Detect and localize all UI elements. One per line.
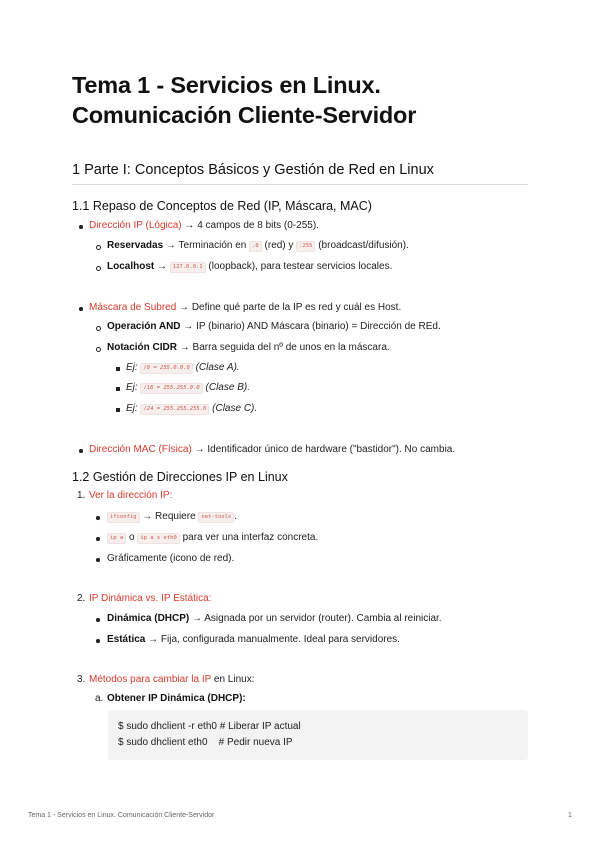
bullet-dot bbox=[79, 307, 83, 311]
and-term: Operación AND bbox=[107, 321, 181, 332]
list-item-methods bbox=[89, 673, 254, 687]
section-heading: 1 Parte I: Conceptos Básicos y Gestión de Red en Linux bbox=[72, 162, 434, 178]
graphic-text: Gráficamente (icono de red). bbox=[107, 553, 235, 564]
bullet-square bbox=[116, 367, 120, 371]
list-item-cidr bbox=[107, 341, 390, 355]
list-item-example-a bbox=[126, 361, 240, 375]
code-line-2: $ sudo dhclient eth0 # Pedir nueva IP bbox=[118, 737, 293, 748]
page-content bbox=[72, 70, 528, 748]
example-class-b: (Clase B). bbox=[202, 382, 250, 393]
dynamic-desc: → Asignada por un servidor (router). Cambia al reiniciar. bbox=[189, 613, 442, 624]
ip-term: Dirección IP (Lógica) bbox=[89, 220, 182, 231]
dyn-static-title: IP Dinámica vs. IP Estática: bbox=[89, 593, 212, 604]
code-nettools: net-tools bbox=[198, 512, 234, 523]
list-item-graphic bbox=[107, 552, 234, 566]
list-item-dynamic bbox=[107, 612, 442, 626]
dynamic-term: Dinámica (DHCP) bbox=[107, 613, 190, 624]
localhost-desc: (loopback), para testear servicios locales. bbox=[205, 261, 393, 272]
reserved-text-c: (broadcast/difusión). bbox=[315, 240, 409, 251]
page-number: 1 bbox=[568, 812, 572, 819]
list-item-static bbox=[107, 633, 400, 647]
bullet-dot bbox=[79, 449, 83, 453]
list-item-localhost bbox=[107, 260, 392, 274]
example-class-a: (Clase A). bbox=[192, 362, 240, 373]
code-slash16: /16 = 255.255.0.0 bbox=[140, 383, 202, 394]
localhost-term: Localhost bbox=[107, 261, 155, 272]
methods-title: Métodos para cambiar la IP bbox=[89, 674, 212, 685]
list-item-ifconfig bbox=[107, 510, 237, 524]
static-term: Estática bbox=[107, 634, 146, 645]
bullet-dot bbox=[96, 558, 100, 562]
code-dot0: .0 bbox=[249, 241, 262, 252]
code-loopback: 127.0.0.1 bbox=[170, 262, 206, 273]
mac-desc: → Identificador único de hardware ("bastidor"). No cambia. bbox=[191, 444, 456, 455]
cidr-term: Notación CIDR bbox=[107, 342, 177, 353]
reserved-text-a: → Terminación en bbox=[163, 240, 250, 251]
ip-desc: → 4 campos de 8 bits (0-255). bbox=[181, 220, 319, 231]
code-dot255: .255 bbox=[296, 241, 315, 252]
code-slash8: /8 = 255.0.0.0 bbox=[140, 363, 192, 374]
subsection-heading-1: 1.1 Repaso de Conceptos de Red (IP, Máscara, MAC) bbox=[72, 199, 372, 213]
list-item-dyn-vs-static bbox=[89, 592, 211, 606]
bullet-dot bbox=[96, 537, 100, 541]
section-heading-wrapper bbox=[72, 162, 528, 185]
bullet-dot bbox=[79, 225, 83, 229]
list-item-reserved bbox=[107, 239, 409, 253]
list-number: 3. bbox=[77, 674, 86, 685]
requires-text: → Requiere bbox=[139, 511, 199, 522]
title-line-1: Tema 1 - Servicios en Linux. bbox=[72, 72, 381, 98]
page-title bbox=[72, 70, 528, 130]
list-letter: a. bbox=[95, 693, 104, 704]
example-label: Ej: bbox=[126, 403, 141, 414]
list-item-mask bbox=[89, 301, 401, 315]
code-ifconfig: ifconfig bbox=[107, 512, 140, 523]
see-ip-title: Ver la dirección IP: bbox=[89, 490, 173, 501]
mask-term: Máscara de Subred bbox=[89, 302, 177, 313]
list-item-dhcp bbox=[107, 692, 246, 706]
list-number: 2. bbox=[77, 593, 86, 604]
list-item-see-ip bbox=[89, 489, 172, 503]
bullet-dot bbox=[96, 516, 100, 520]
bullet-circle bbox=[96, 245, 101, 250]
reserved-text-b: (red) y bbox=[261, 240, 297, 251]
list-item-and bbox=[107, 320, 441, 334]
static-desc: → Fija, configurada manualmente. Ideal para servidores. bbox=[145, 634, 400, 645]
o-text: o bbox=[126, 532, 138, 543]
bullet-circle bbox=[96, 347, 101, 352]
code-line-1: $ sudo dhclient -r eth0 # Liberar IP actual bbox=[118, 721, 301, 732]
code-slash24: /24 = 255.255.255.0 bbox=[140, 404, 209, 415]
example-label: Ej: bbox=[126, 382, 141, 393]
period-text: . bbox=[234, 511, 238, 522]
title-line-2: Comunicación Cliente-Servidor bbox=[72, 102, 417, 128]
arrow-text: → bbox=[154, 261, 170, 272]
and-desc: → IP (binario) AND Máscara (binario) = Dirección de REd. bbox=[180, 321, 441, 332]
list-item-example-b bbox=[126, 381, 250, 395]
ipa-desc: para ver una interfaz concreta. bbox=[179, 532, 319, 543]
bullet-dot bbox=[96, 639, 100, 643]
dhcp-title: Obtener IP Dinámica (DHCP): bbox=[107, 693, 246, 704]
list-item-mac bbox=[89, 443, 455, 457]
cidr-desc: → Barra seguida del nº de unos en la máscara. bbox=[177, 342, 390, 353]
bullet-circle bbox=[96, 326, 101, 331]
bullet-square bbox=[116, 387, 120, 391]
bullet-square bbox=[116, 408, 120, 412]
code-ipa-eth0: ip a s eth0 bbox=[137, 533, 179, 544]
mac-term: Dirección MAC (Física) bbox=[89, 444, 192, 455]
bullet-dot bbox=[96, 618, 100, 622]
example-label: Ej: bbox=[126, 362, 141, 373]
list-item-ipa bbox=[107, 531, 318, 545]
code-block bbox=[108, 710, 528, 760]
reserved-term: Reservadas bbox=[107, 240, 164, 251]
list-item-ip bbox=[89, 219, 319, 233]
footer-text: Tema 1 - Servicios en Linux. Comunicación Cliente-Servidor bbox=[28, 812, 215, 819]
methods-title-rest: en Linux: bbox=[211, 674, 255, 685]
list-number: 1. bbox=[77, 490, 86, 501]
code-ipa: ip a bbox=[107, 533, 126, 544]
example-class-c: (Clase C). bbox=[209, 403, 258, 414]
mask-desc: → Define qué parte de la IP es red y cuál es Host. bbox=[176, 302, 402, 313]
list-item-example-c bbox=[126, 402, 257, 416]
bullet-circle bbox=[96, 266, 101, 271]
subsection-heading-2: 1.2 Gestión de Direcciones IP en Linux bbox=[72, 470, 288, 484]
